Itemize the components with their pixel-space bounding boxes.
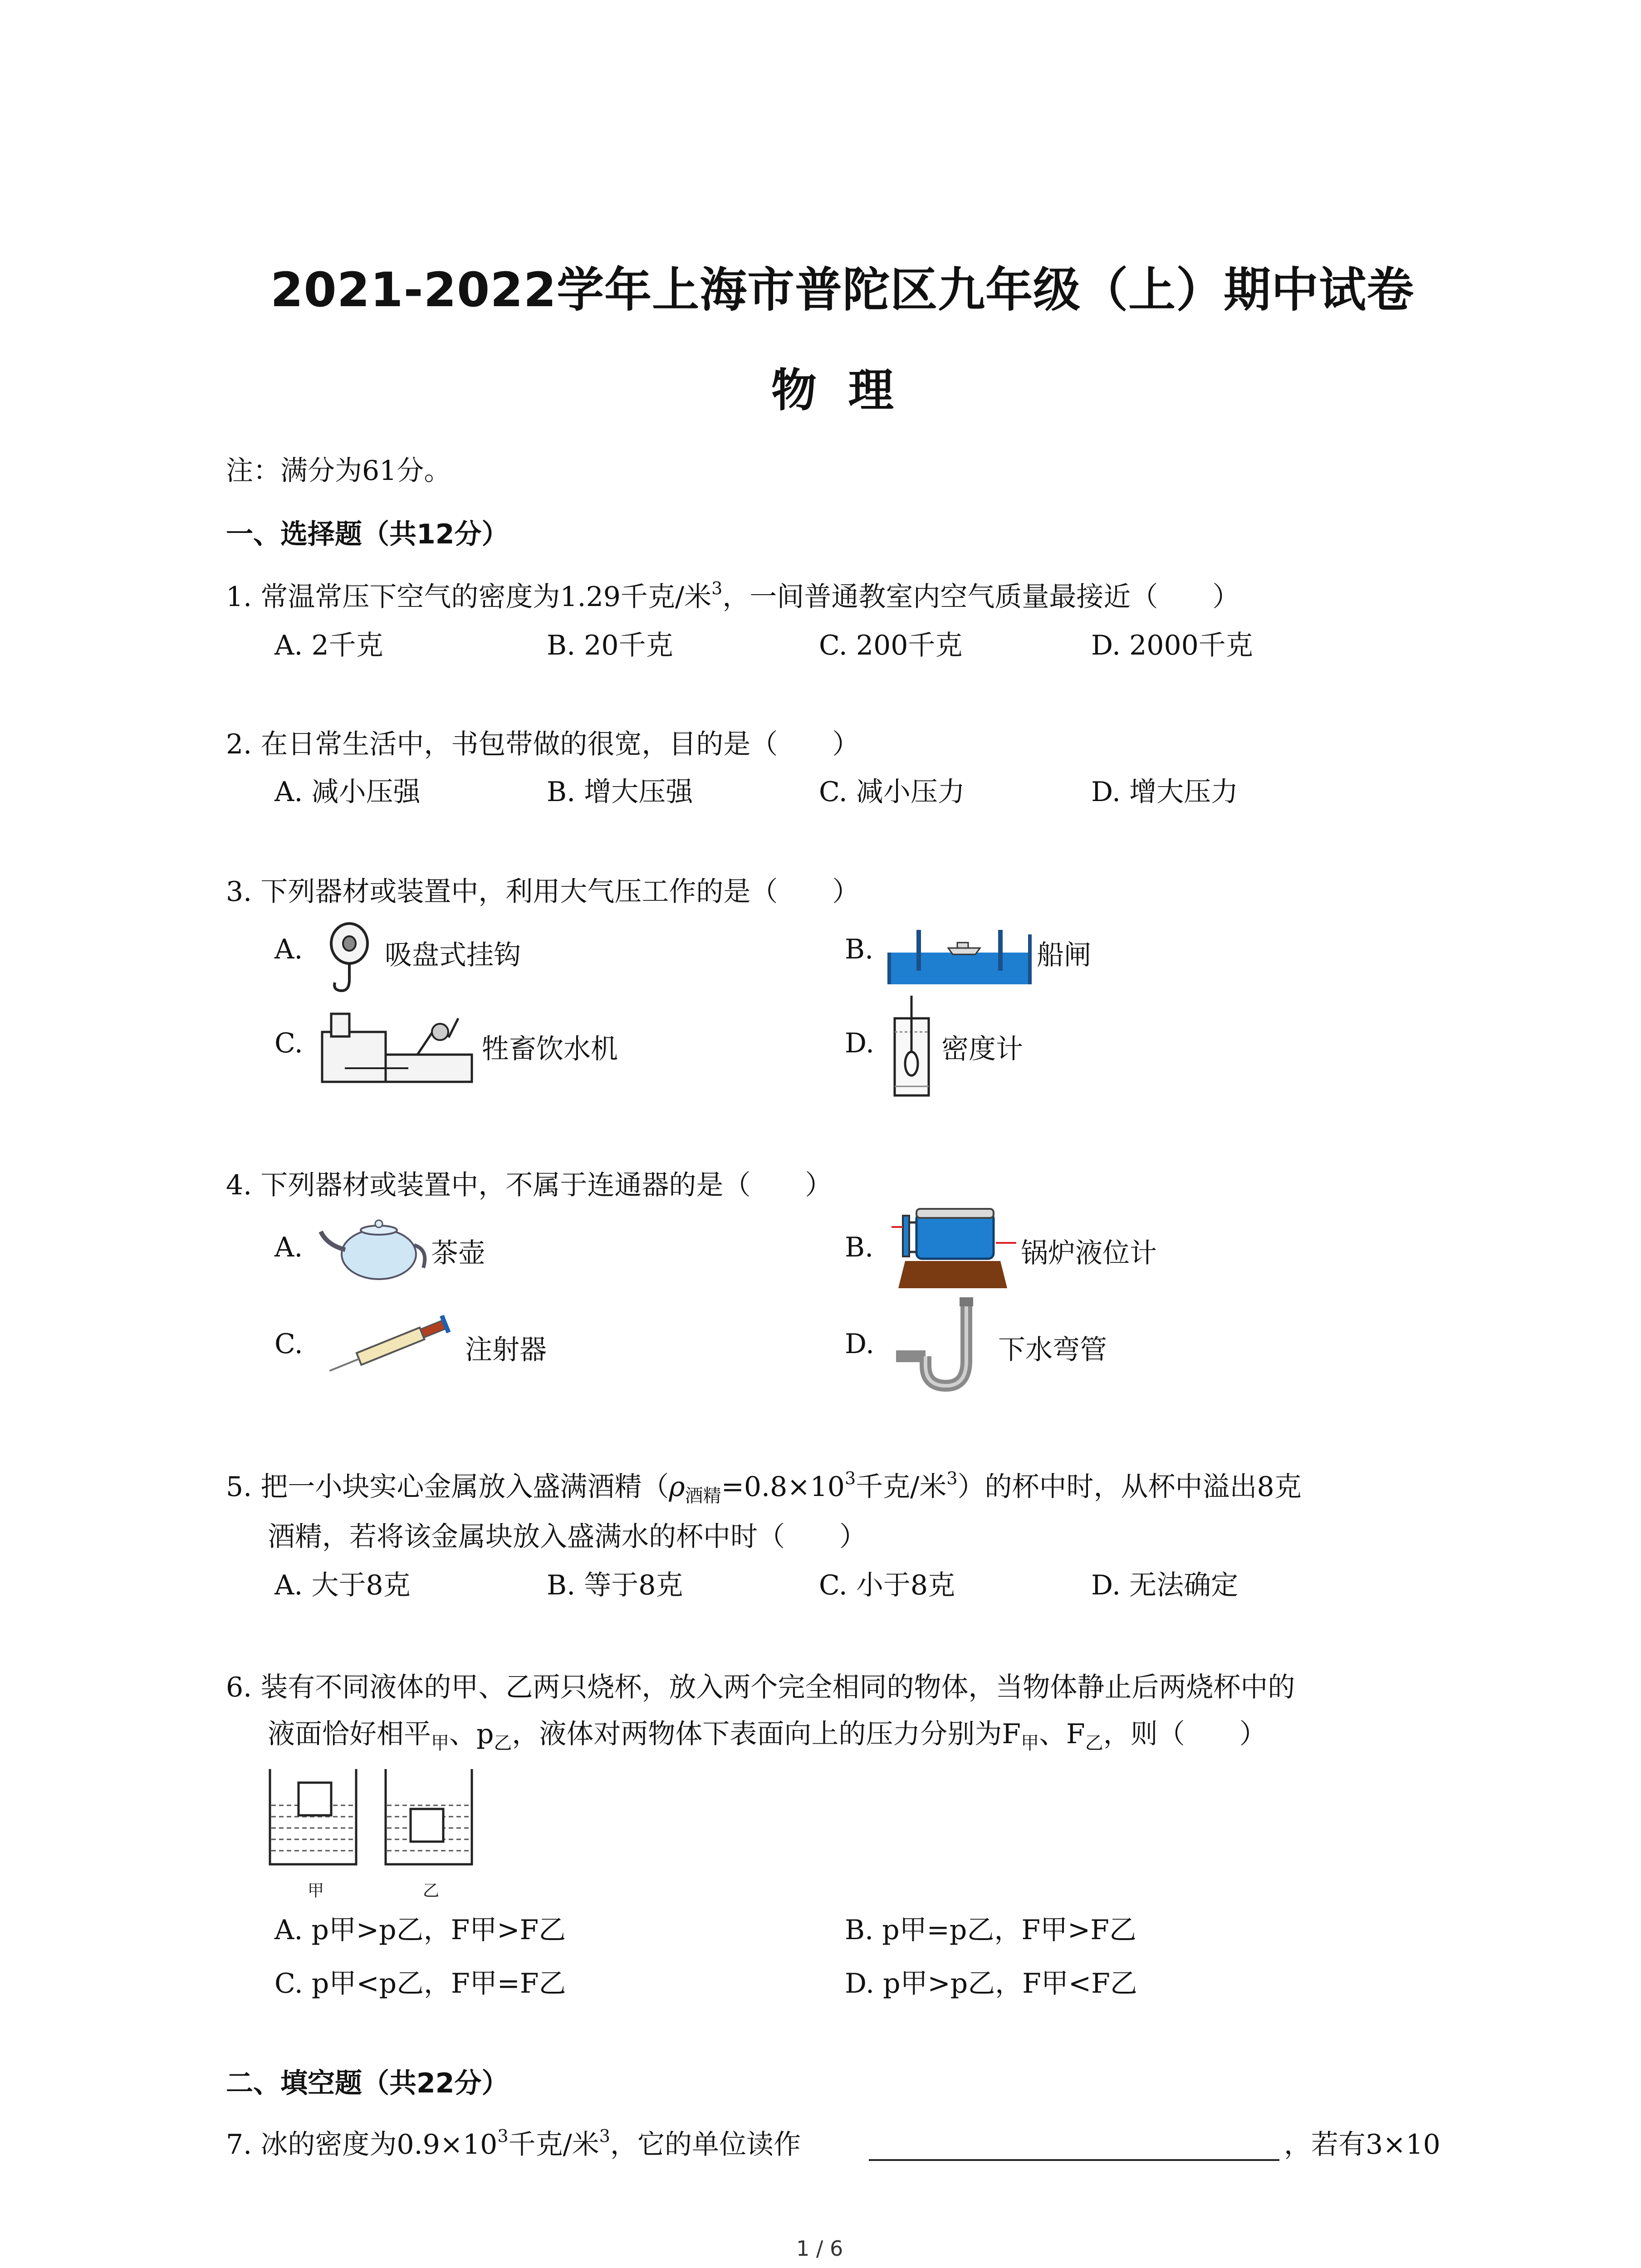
q3-option-c-text: 牲畜饮水机 — [482, 1033, 618, 1065]
q3-option-d-text: 密度计 — [941, 1033, 1023, 1065]
teapot-icon — [320, 1207, 429, 1284]
q1-option-a: A. 2千克 — [274, 630, 383, 661]
q3-option-c-letter: C. — [274, 1027, 303, 1059]
q2-option-c: C. 减小压力 — [819, 776, 965, 808]
exam-title: 2021-2022学年上海市普陀区九年级（上）期中试卷 — [270, 262, 1415, 318]
q4-option-a-text: 茶壶 — [431, 1237, 485, 1269]
q2-option-a: A. 减小压强 — [274, 776, 421, 808]
q4-option-c-letter: C. — [274, 1328, 303, 1360]
question-6-stem-line2: 液面恰好相平$_甲$、$p_乙$，液体对两物体下表面向上的压力分别为$F_甲$、$F_乙$，则（ ） — [268, 1718, 1267, 1754]
q4-option-b-letter: B. — [845, 1232, 874, 1263]
beakers-figure — [268, 1769, 481, 1905]
q4-option-c-text: 注射器 — [465, 1334, 547, 1366]
q4-option-d-letter: D. — [845, 1328, 875, 1360]
drain-pipe-icon — [892, 1293, 996, 1397]
question-1-stem: 1. 常温常压下空气的密度为1.29千克/米$^3$，一间普通教室内空气质量最接近（ ） — [226, 578, 1240, 613]
suction-hook-icon — [324, 916, 379, 998]
page-number: 1 / 6 — [796, 2236, 843, 2261]
q5-option-c: C. 小于8克 — [819, 1569, 955, 1601]
subject-title: 物 理 — [771, 364, 894, 417]
q1-option-d: D. 2000千克 — [1091, 630, 1253, 661]
ship-lock-icon — [889, 921, 1034, 989]
q6-option-d: D. p甲>p乙，F甲<F乙 — [845, 1968, 1137, 1999]
beaker-label-jia: 甲 — [308, 1882, 324, 1900]
hydrometer-icon — [890, 996, 936, 1100]
q2-option-d: D. 增大压力 — [1091, 776, 1239, 808]
q4-option-a-letter: A. — [274, 1232, 303, 1263]
section-heading-fill: 二、填空题（共22分） — [226, 2068, 509, 2099]
question-7-stem-end: ，若有3×10 — [1284, 2129, 1440, 2160]
question-7-stem: 7. 冰的密度为$0.9\times 10^3$千克/米$^3$，它的单位读作 — [226, 2126, 801, 2160]
q1-option-c: C. 200千克 — [819, 630, 963, 661]
syringe-icon — [324, 1315, 460, 1374]
q6-option-c: C. p甲<p乙，F甲=F乙 — [274, 1968, 566, 1999]
beaker-label-yi: 乙 — [423, 1882, 440, 1900]
q3-option-a-letter: A. — [274, 934, 303, 965]
section-heading-choice: 一、选择题（共12分） — [226, 518, 509, 550]
question-2-stem: 2. 在日常生活中，书包带做的很宽，目的是（ ） — [226, 728, 860, 760]
q5-option-b: B. 等于8克 — [547, 1569, 683, 1601]
q4-option-d-text: 下水弯管 — [998, 1334, 1107, 1366]
boiler-gauge-icon — [892, 1204, 1019, 1295]
livestock-waterer-icon — [318, 1005, 481, 1089]
score-note: 注：满分为61分。 — [226, 455, 451, 487]
beaker-jia — [270, 1769, 356, 1864]
q1-option-b: B. 20千克 — [547, 630, 673, 661]
q6-option-a: A. p甲>p乙，F甲>F乙 — [274, 1914, 566, 1946]
q5-option-d: D. 无法确定 — [1091, 1569, 1239, 1601]
question-3-stem: 3. 下列器材或装置中，利用大气压工作的是（ ） — [226, 876, 860, 908]
q3-option-d-letter: D. — [845, 1027, 875, 1059]
q3-option-b-letter: B. — [845, 934, 874, 965]
q3-option-b-text: 船闸 — [1037, 939, 1091, 971]
answer-blank-line[interactable] — [869, 2159, 1279, 2161]
question-6-stem-line1: 6. 装有不同液体的甲、乙两只烧杯，放入两个完全相同的物体，当物体静止后两烧杯中的 — [226, 1672, 1295, 1703]
q2-option-b: B. 增大压强 — [547, 776, 693, 808]
q4-option-b-text: 锅炉液位计 — [1021, 1237, 1157, 1269]
q6-option-b: B. p甲=p乙，F甲>F乙 — [845, 1914, 1136, 1946]
question-4-stem: 4. 下列器材或装置中，不属于连通器的是（ ） — [226, 1169, 833, 1201]
question-5-stem-line2: 酒精，若将该金属块放入盛满水的杯中时（ ） — [268, 1521, 867, 1553]
beaker-yi — [386, 1769, 472, 1864]
q5-option-a: A. 大于8克 — [274, 1569, 411, 1601]
question-5-stem-line1: 5. 把一小块实心金属放入盛满酒精（$\rho_{酒精}=0.8\times 10^3$千克/米$^3$）的杯中时，从杯中溢出8克 — [226, 1468, 1302, 1506]
q3-option-a-text: 吸盘式挂钩 — [385, 939, 521, 971]
